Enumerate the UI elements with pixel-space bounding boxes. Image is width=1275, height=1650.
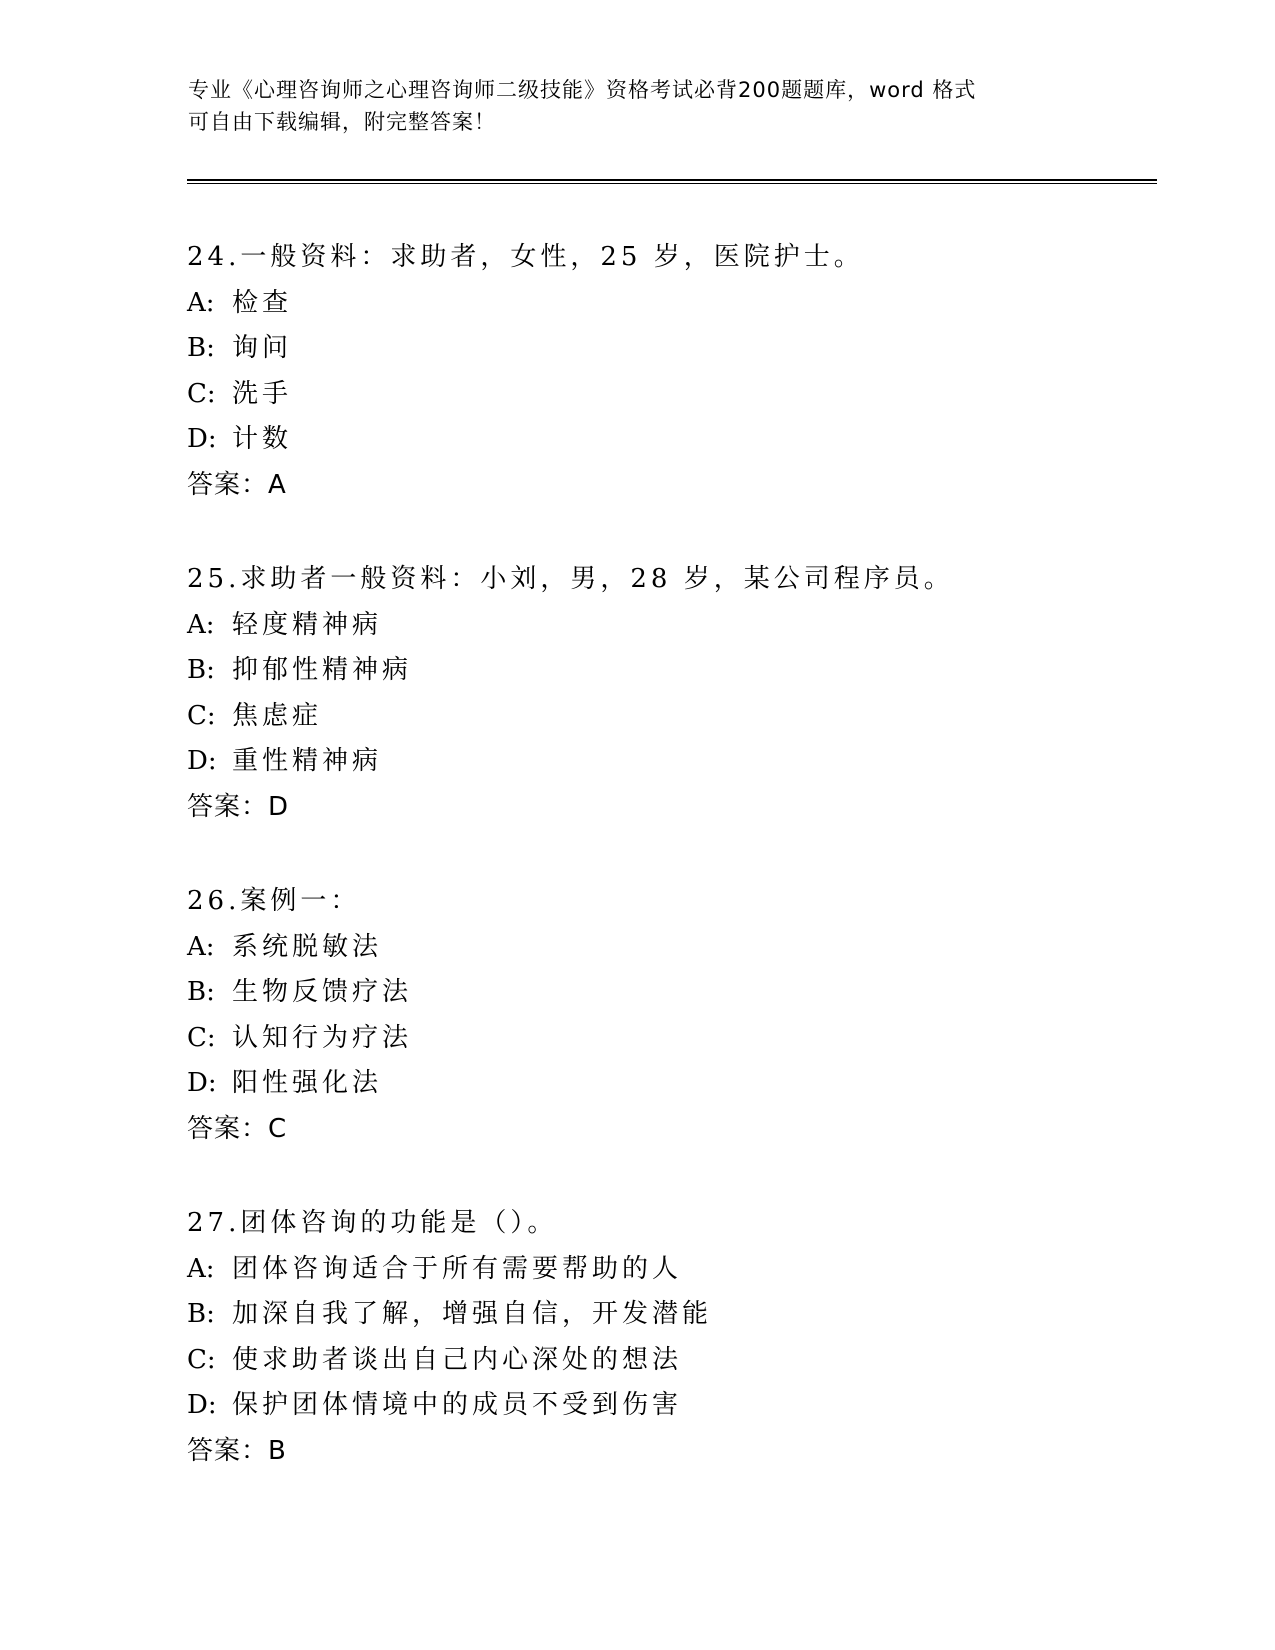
option-text: 保护团体情境中的成员不受到伤害 <box>232 1390 683 1420</box>
option-letter: A: <box>187 1253 215 1284</box>
option-d <box>187 417 1147 463</box>
option-text: 询问 <box>232 333 293 363</box>
question-list <box>187 235 1147 1523</box>
question-stem: 25.求助者一般资料：小刘，男，28 岁，某公司程序员。 <box>187 564 954 594</box>
question-stem: 26.案例一： <box>187 886 361 916</box>
option-b <box>187 1292 1147 1338</box>
option-text: 焦虑症 <box>232 700 323 731</box>
answer-line: 答案：D <box>187 791 290 822</box>
answer-line: 答案：A <box>187 469 287 500</box>
option-letter: B: <box>187 977 215 1007</box>
header-rule-top <box>187 179 1157 181</box>
option-letter: D: <box>187 1068 217 1098</box>
option-letter: A: <box>187 287 215 318</box>
answer-line: 答案：C <box>187 1113 288 1144</box>
option-text: 认知行为疗法 <box>232 1022 413 1053</box>
option-letter: C: <box>187 1344 216 1375</box>
option-text: 生物反馈疗法 <box>232 977 413 1007</box>
option-text: 轻度精神病 <box>232 609 383 640</box>
option-text: 检查 <box>232 287 293 318</box>
question-25 <box>187 557 1147 830</box>
option-text: 抑郁性精神病 <box>232 655 413 685</box>
question-stem: 24.一般资料：求助者，女性，25 岁，医院护士。 <box>187 242 864 272</box>
option-letter: B: <box>187 333 215 363</box>
option-a <box>187 925 1147 971</box>
option-letter: C: <box>187 700 216 731</box>
option-letter: C: <box>187 1022 216 1053</box>
question-stem: 27.团体咨询的功能是（）。 <box>187 1208 558 1238</box>
option-text: 重性精神病 <box>232 746 383 776</box>
option-b <box>187 970 1147 1016</box>
option-a <box>187 603 1147 649</box>
option-letter: D: <box>187 424 217 454</box>
option-b <box>187 326 1147 372</box>
option-c <box>187 372 1147 418</box>
option-a <box>187 281 1147 327</box>
option-text: 使求助者谈出自己内心深处的想法 <box>232 1344 683 1375</box>
header-line-1: 专业《心理咨询师之心理咨询师二级技能》资格考试必背200题题库，word 格式 <box>188 78 977 102</box>
option-a <box>187 1247 1147 1293</box>
option-letter: B: <box>187 655 215 685</box>
option-b <box>187 648 1147 694</box>
option-letter: C: <box>187 378 216 409</box>
header-rule-bottom <box>187 183 1157 184</box>
option-c <box>187 1016 1147 1062</box>
option-letter: B: <box>187 1299 215 1329</box>
document-header <box>188 74 1088 138</box>
question-24 <box>187 235 1147 508</box>
option-c <box>187 694 1147 740</box>
option-letter: A: <box>187 931 215 962</box>
option-letter: A: <box>187 609 215 640</box>
option-d <box>187 739 1147 785</box>
question-26 <box>187 879 1147 1152</box>
option-text: 团体咨询适合于所有需要帮助的人 <box>232 1253 683 1284</box>
answer-line: 答案：B <box>187 1435 287 1466</box>
header-line-2: 可自由下载编辑，附完整答案！ <box>188 110 496 134</box>
option-text: 洗手 <box>232 378 293 409</box>
option-text: 计数 <box>232 424 293 454</box>
option-text: 阳性强化法 <box>232 1068 383 1098</box>
option-d <box>187 1061 1147 1107</box>
question-27 <box>187 1201 1147 1474</box>
option-letter: D: <box>187 746 217 776</box>
option-c <box>187 1338 1147 1384</box>
option-letter: D: <box>187 1390 217 1420</box>
option-d <box>187 1383 1147 1429</box>
option-text: 系统脱敏法 <box>232 931 383 962</box>
option-text: 加深自我了解，增强自信，开发潜能 <box>232 1299 713 1329</box>
